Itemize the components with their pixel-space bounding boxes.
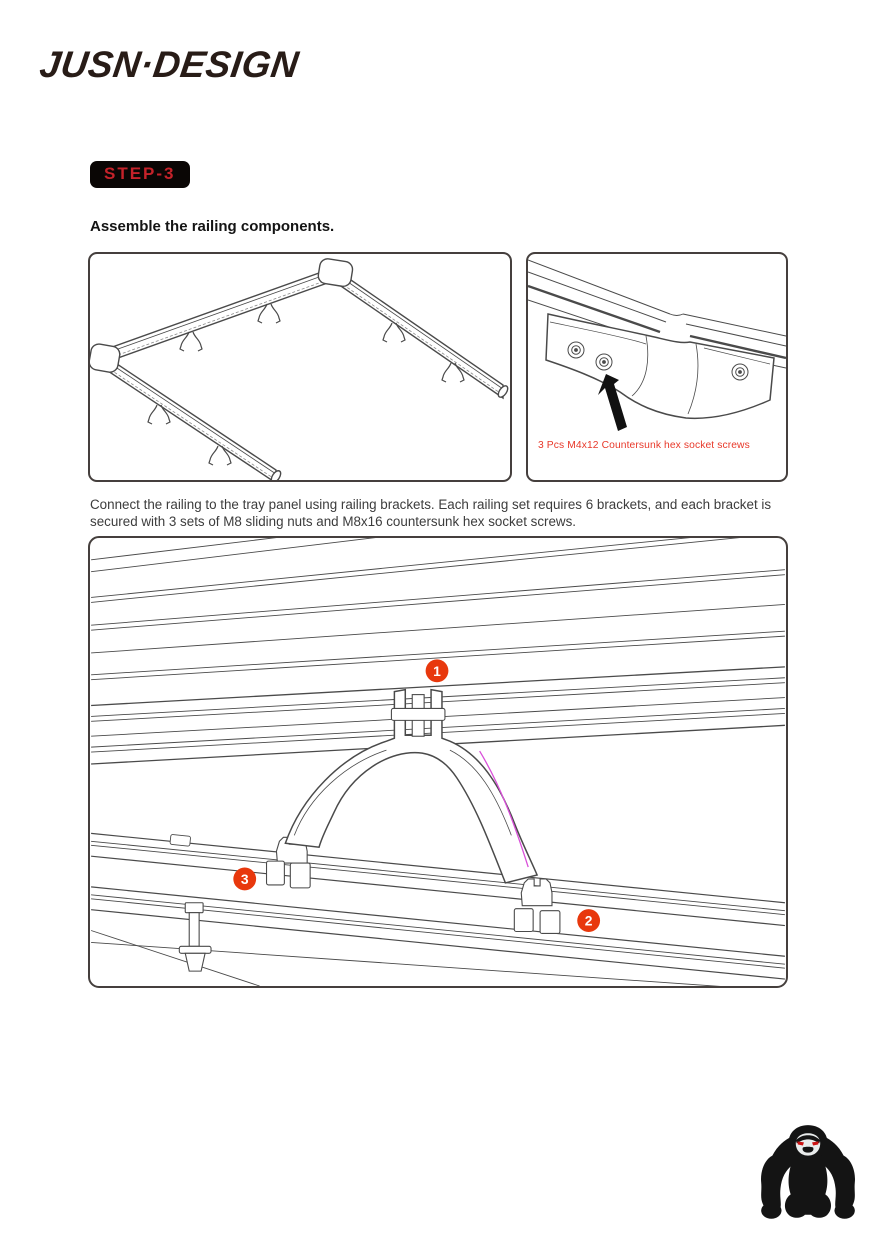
- bracket-assembly-drawing: [90, 538, 786, 986]
- callout-3-number: 3: [240, 870, 249, 887]
- instruction-text: Connect the railing to the tray panel using railing brackets. Each railing set requires 6 brackets, and each bracket is secured with 3 sets of M8 sliding nuts and M8x16 countersunk hex socket screws.: [90, 497, 772, 529]
- callout-2-badge: [577, 909, 600, 932]
- callout-2-number: 2: [584, 912, 593, 929]
- corner-detail-drawing: [528, 254, 786, 480]
- railing-frame-drawing: [90, 254, 510, 480]
- callout-1-badge: [426, 659, 449, 682]
- brand-logo: JUSN·DESIGN: [37, 44, 302, 85]
- figure-corner-detail: [526, 252, 788, 482]
- gorilla-icon: [752, 1118, 864, 1232]
- corner-annotation: 3 Pcs M4x12 Countersunk hex socket screws: [538, 440, 750, 451]
- figure-bracket-assembly: [88, 536, 788, 988]
- step-label: STEP-3: [104, 164, 176, 183]
- callout-3-badge: [233, 868, 256, 891]
- section-heading: Assemble the railing components.: [90, 218, 335, 235]
- callout-1-number: 1: [433, 662, 441, 679]
- gorilla-mascot-logo: [752, 1118, 864, 1232]
- step-badge: [90, 161, 190, 188]
- railing-bracket: [285, 690, 537, 883]
- figure-railing-frame: [88, 252, 512, 482]
